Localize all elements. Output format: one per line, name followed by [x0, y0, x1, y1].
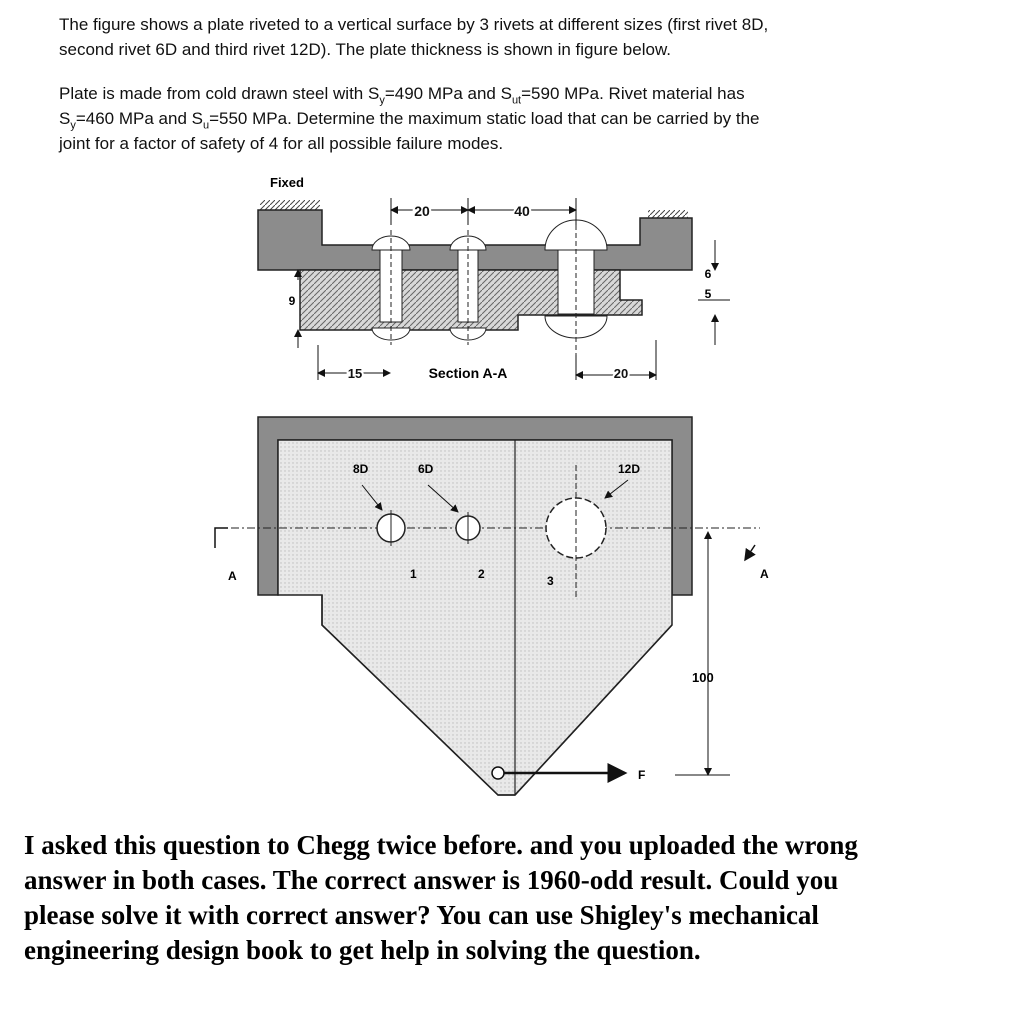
section-mark-left: A — [228, 569, 237, 583]
question-line: please solve it with correct answer? You can use Shigley's mechanical — [24, 900, 819, 930]
dim-label-20-top: 20 — [414, 203, 430, 219]
problem-line: joint for a factor of safety of 4 for all possible failure modes. — [59, 134, 504, 153]
fixed-label: Fixed — [270, 175, 304, 190]
dim-label-40: 40 — [514, 203, 530, 219]
question-line: answer in both cases. The correct answer is 1960-odd result. Could you — [24, 865, 839, 895]
plan-view — [215, 417, 769, 795]
rivet-2-number: 2 — [478, 567, 485, 581]
rivet-2-size-label: 6D — [418, 462, 434, 476]
user-question — [24, 828, 984, 968]
section-label: Section A-A — [428, 365, 508, 381]
question-line: engineering design book to get help in solving the question. — [24, 935, 701, 965]
force-label: F — [638, 768, 646, 782]
dim-label-9: 9 — [288, 294, 296, 308]
riveted-joint-figure — [200, 170, 800, 820]
rivet-1-number: 1 — [410, 567, 417, 581]
problem-line: $S_y=460$ MPa and $S_u=550$ MPa. Determine the maximum static load that can be carried by the — [59, 109, 760, 132]
dim-label-20-bottom: 20 — [613, 366, 629, 381]
problem-line: second rivet 6D and third rivet 12D). The plate thickness is shown in figure below. — [59, 40, 671, 59]
dim-label-6: 6 — [704, 267, 712, 281]
material-properties — [59, 81, 939, 156]
plate-plan — [278, 440, 672, 795]
section-mark-right: A — [760, 567, 769, 581]
rivet-3-number: 3 — [547, 574, 554, 588]
problem-line: The figure shows a plate riveted to a vertical surface by 3 rivets at different sizes (first rivet 8D, — [59, 15, 769, 34]
question-line: I asked this question to Chegg twice before. and you uploaded the wrong — [24, 830, 858, 860]
section-view — [258, 175, 730, 381]
dim-label-5: 5 — [704, 287, 712, 301]
dim-label-100: 100 — [692, 670, 714, 685]
dim-label-15: 15 — [347, 366, 363, 381]
fixed-support-hatch-left — [260, 200, 320, 210]
rivet-3-size-label: 12D — [618, 462, 641, 476]
rivet-1-size-label: 8D — [353, 462, 369, 476]
problem-line: Plate is made from cold drawn steel with $S_y=490$ MPa and $S_{ut}=590$ MPa. Rivet material has — [59, 84, 745, 107]
load-point — [492, 767, 504, 779]
problem-statement — [59, 12, 939, 62]
